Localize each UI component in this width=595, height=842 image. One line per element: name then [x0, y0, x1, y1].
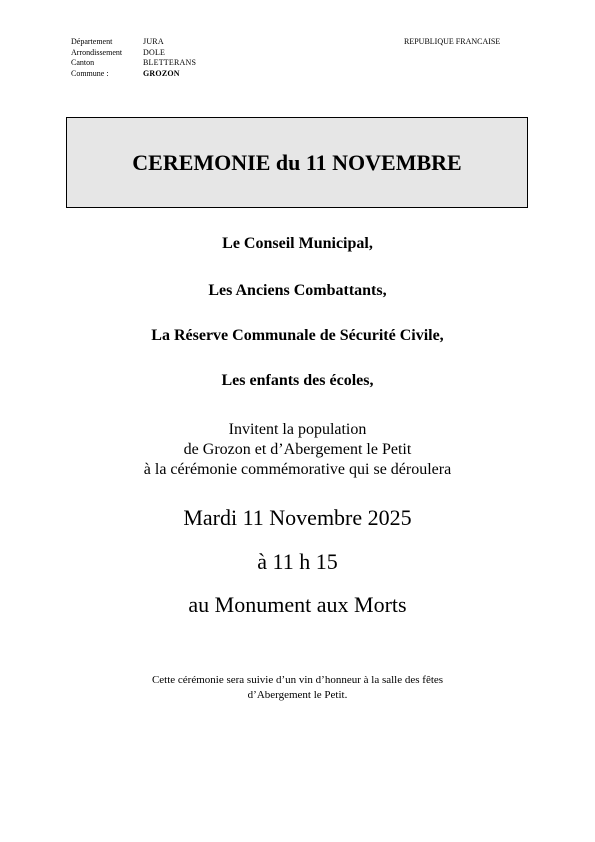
header-row-departement [71, 37, 196, 48]
event-date: Mardi 11 Novembre 2025 [183, 505, 412, 530]
note-line-1: Cette cérémonie sera suivie d’un vin d’honneur à la salle des fêtes [151, 674, 444, 686]
header-value: GROZON [143, 68, 180, 78]
header-label: Canton [71, 58, 95, 67]
page-title: CEREMONIE du 11 NOVEMBRE [132, 149, 462, 175]
invitation-line-2: de Grozon et d’Abergement le Petit [183, 441, 412, 458]
host-enfants-ecoles: Les enfants des écoles, [221, 372, 374, 389]
event-place: au Monument aux Morts [188, 592, 407, 617]
host-reserve-communale: La Réserve Communale de Sécurité Civile, [151, 327, 444, 344]
header-label: Commune : [71, 68, 109, 78]
header-row-canton [71, 58, 196, 69]
header-label: Arrondissement [71, 47, 123, 57]
header-row-arrondissement [71, 48, 196, 59]
header-row-commune [71, 69, 196, 80]
event-time: à 11 h 15 [257, 549, 338, 574]
header-republic: REPUBLIQUE FRANCAISE [404, 37, 501, 46]
header-value: JURA [143, 37, 164, 46]
note-line-2: d’Abergement le Petit. [247, 689, 348, 701]
header-value: BLETTERANS [143, 58, 197, 67]
host-conseil-municipal: Le Conseil Municipal, [222, 235, 373, 252]
title-box [66, 117, 528, 208]
header-value: DOLE [143, 47, 166, 57]
header-label: Département [71, 37, 113, 46]
host-anciens-combattants: Les Anciens Combattants, [208, 282, 387, 299]
invitation-line-1: Invitent la population [228, 421, 367, 438]
invitation-line-3: à la cérémonie commémorative qui se déroulera [143, 461, 452, 478]
header-administrative-info [71, 37, 196, 79]
